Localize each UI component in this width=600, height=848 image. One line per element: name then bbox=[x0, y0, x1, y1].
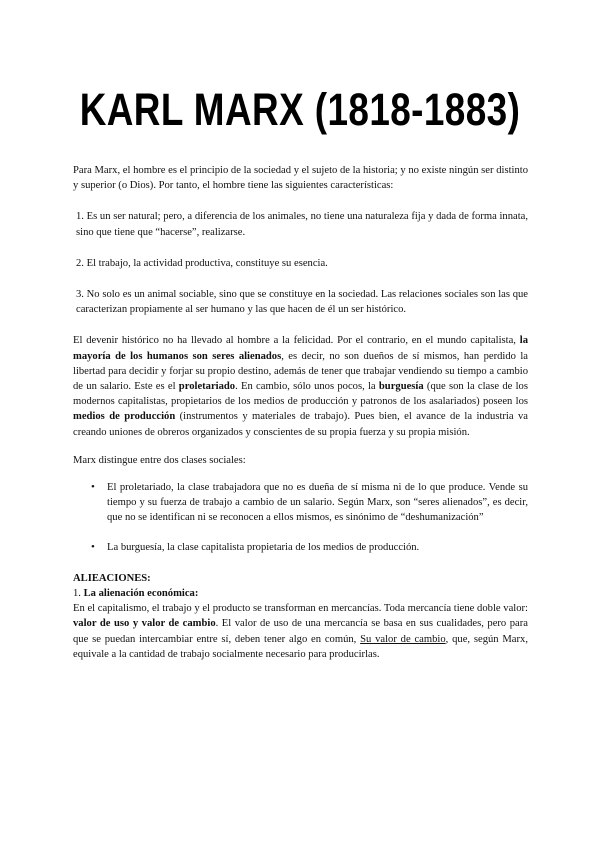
historical-becoming-paragraph bbox=[73, 333, 528, 439]
bold-term-proletariat: proletariado bbox=[178, 381, 236, 393]
text-segment: (que son la clase de los modernos capitalistas, propietarios de los medios de producción y patronos de los asalariados) poseen los bbox=[73, 381, 528, 408]
bold-term-bourgeoisie: burguesía bbox=[378, 381, 424, 393]
economic-alienation-paragraph bbox=[73, 601, 528, 662]
characteristic-2: 2. El trabajo, la actividad productiva, constituye su esencia. bbox=[76, 257, 328, 269]
characteristic-1: 1. Es un ser natural; pero, a diferencia de los animales, no tiene una naturaleza fija y dada de forma innata, sino que tiene que “hacerse”, realizarse. bbox=[76, 211, 528, 238]
text-segment: . En cambio, sólo unos pocos, la bbox=[235, 381, 379, 393]
document-body bbox=[73, 163, 528, 662]
bold-term-alienated: la mayoría de los humanos son seres alienados bbox=[73, 335, 528, 362]
intro-paragraph: Para Marx, el hombre es el principio de la sociedad y el sujeto de la historia; y no existe ningún ser distinto y superior (o Dios). Por tanto, el hombre tiene las siguientes características: bbox=[73, 165, 528, 192]
list-item-proletariat: • El proletariado, la clase trabajadora que no es dueña de sí misma ni de lo que produce. Vende su tiempo y su fuerza de trabajo a cambio de un salario. Según Marx, son “seres alienados”, es decir, que no se identifican ni se reconocen a ellos mismos, es sinónimo de “deshumanización” bbox=[107, 480, 528, 526]
text-segment: . El valor de uso de una mercancía se basa en sus cualidades, pero para que se puedan intercambiar entre sí, deben tener algo en común, bbox=[73, 618, 528, 645]
text-segment: , es decir, no son dueños de sí mismos, han perdido la libertad para decidir y forjar su propio destino, además de tener que trabajar vendiendo su tiempo a cambio de un salario. Este es el bbox=[73, 350, 529, 393]
page-title: KARL MARX (1818-1883) bbox=[79, 84, 521, 135]
section-number: 1. bbox=[73, 588, 81, 600]
section-heading: La alienación económica: bbox=[83, 588, 199, 600]
underlined-term-exchange-value: Su valor de cambio bbox=[360, 633, 446, 645]
characteristic-3: 3. No solo es un animal sociable, sino que se constituye en la sociedad. Las relaciones sociales son las que caracterizan propiamente al ser humano y las que hacen de él un ser histórico. bbox=[76, 289, 528, 316]
classes-intro: Marx distingue entre dos clases sociales: bbox=[73, 454, 246, 466]
text-segment: El devenir histórico no ha llevado al hombre a la felicidad. Por el contrario, en el mundo capitalista, bbox=[73, 335, 520, 347]
alienations-heading: ALIEACIONES: bbox=[73, 572, 151, 584]
social-classes-list bbox=[73, 480, 528, 555]
bold-term-use-exchange-value: valor de uso y valor de cambio bbox=[73, 618, 216, 630]
text-segment: , que, según Marx, equivale a la cantidad de trabajo socialmente necesario para producirlas. bbox=[73, 633, 528, 660]
economic-alienation-heading bbox=[73, 586, 528, 601]
text-segment: (instrumentos y materiales de trabajo). Pues bien, el avance de la industria va creando uniones de obreros organizados y conscientes de su propia fuerza y su propia misión. bbox=[73, 411, 528, 438]
text-segment: En el capitalismo, el trabajo y el producto se transforman en mercancías. Toda mercancía tiene doble valor: bbox=[73, 603, 528, 615]
list-item-bourgeoisie: • La burguesía, la clase capitalista propietaria de los medios de producción. bbox=[107, 540, 528, 555]
bold-term-means-of-production: medios de producción bbox=[73, 411, 176, 423]
